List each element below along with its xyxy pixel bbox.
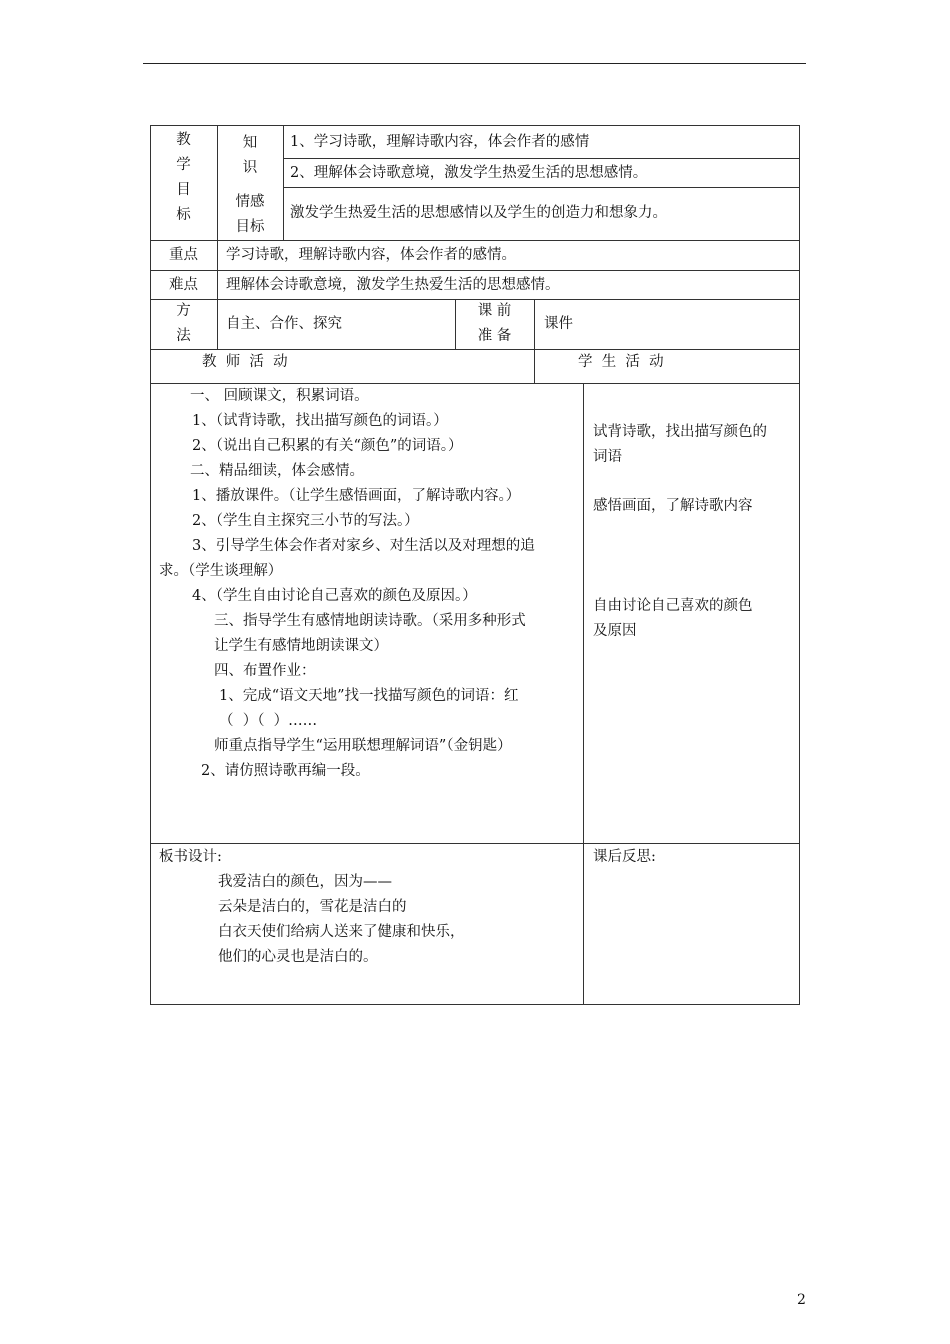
board-design-label: 板书设计:: [159, 849, 222, 865]
rule: [217, 240, 218, 349]
objectives-header-char: 目: [176, 182, 191, 198]
teacher-line: 4、（学生自由讨论自己喜欢的颜色及原因。）: [192, 588, 477, 604]
reflection-label: 课后反思:: [593, 849, 656, 865]
key-point-text: 学习诗歌，理解诗歌内容，体会作者的感情。: [226, 247, 516, 263]
rule: [283, 187, 800, 188]
rule: [283, 125, 284, 240]
teacher-line: 三、指导学生有感情地朗读诗歌。（采用多种形式: [214, 613, 526, 629]
prep-label: [455, 299, 534, 349]
rule: [150, 843, 800, 844]
prep-label-line: 准 备: [477, 328, 512, 344]
teacher-line: 四、布置作业：: [214, 663, 316, 679]
page-number: 2: [797, 1292, 806, 1308]
teacher-line: 2、请仿照诗歌再编一段。: [201, 763, 370, 779]
teacher-line: 2、（说出自己积累的有关“颜色”的词语。）: [192, 438, 463, 454]
rule: [583, 383, 584, 1005]
teacher-line: 1、完成“语文天地”找一找描写颜色的词语：红: [219, 688, 519, 704]
key-point-label: 重点: [169, 247, 198, 263]
objectives-header-char: 学: [176, 157, 191, 173]
student-line: 感悟画面，了解诗歌内容: [593, 498, 753, 514]
teacher-line: 师重点指导学生“运用联想理解词语”（金钥匙）: [214, 738, 512, 754]
teacher-activities-header: 教 师 活 动: [202, 354, 288, 370]
difficulty-label: 难点: [169, 277, 198, 293]
difficulty-text: 理解体会诗歌意境，激发学生热爱生活的思想感情。: [226, 277, 560, 293]
objectives-header: [150, 128, 217, 228]
method-label-line: 方: [176, 303, 191, 319]
student-line: 词语: [593, 449, 622, 465]
rule: [150, 383, 800, 384]
emotion-text: 激发学生热爱生活的思想感情以及学生的创造力和想象力。: [290, 205, 667, 221]
knowledge-label-char: 知: [242, 135, 258, 151]
header-rule: [143, 63, 806, 64]
board-line: 云朵是洁白的，雪花是洁白的: [218, 899, 407, 915]
teacher-line: 3、引导学生体会作者对家乡、对生活以及对理想的追: [192, 538, 535, 554]
teacher-line: 一、 回顾课文，积累词语。: [190, 388, 369, 404]
teacher-line: 求。（学生谈理解）: [159, 563, 283, 579]
teacher-line: 二、精品细读，体会感情。: [190, 463, 364, 479]
knowledge-item: 2、理解体会诗歌意境，激发学生热爱生活的思想感情。: [290, 165, 648, 181]
board-line: 白衣天使们给病人送来了健康和快乐，: [218, 924, 465, 940]
teacher-line: 1、（试背诗歌，找出描写颜色的词语。）: [192, 413, 448, 429]
teacher-line: （ ）（ ）……: [219, 713, 318, 729]
rule: [150, 270, 800, 271]
method-label-line: 法: [176, 328, 191, 344]
board-line: 他们的心灵也是洁白的。: [218, 949, 378, 965]
knowledge-item: 1、学习诗歌，理解诗歌内容，体会作者的感情: [290, 134, 590, 150]
teacher-line: 2、（学生自主探究三小节的写法。）: [192, 513, 419, 529]
emotion-label: [217, 190, 283, 240]
teacher-line: 让学生有感情地朗读课文）: [214, 638, 388, 654]
objectives-header-char: 标: [176, 207, 191, 223]
rule: [283, 158, 800, 159]
rule: [150, 349, 800, 350]
method-text: 自主、合作、探究: [226, 316, 342, 332]
student-activities-header: 学 生 活 动: [578, 354, 664, 370]
objectives-header-char: 教: [176, 132, 191, 148]
knowledge-label: [217, 131, 283, 181]
prep-label-line: 课 前: [477, 303, 512, 319]
student-line: 及原因: [593, 623, 637, 639]
method-label: [150, 299, 217, 349]
teacher-line: 1、播放课件。（让学生感悟画面，了解诗歌内容。）: [192, 488, 521, 504]
emotion-label-line: 情感: [235, 194, 265, 210]
board-line: 我爱洁白的颜色，因为——: [218, 874, 392, 890]
rule: [150, 240, 800, 241]
student-line: 自由讨论自己喜欢的颜色: [593, 598, 753, 614]
emotion-label-line: 目标: [235, 219, 265, 235]
student-line: 试背诗歌，找出描写颜色的: [593, 424, 767, 440]
rule: [534, 299, 535, 383]
knowledge-label-char: 识: [242, 160, 258, 176]
prep-text: 课件: [544, 316, 573, 332]
